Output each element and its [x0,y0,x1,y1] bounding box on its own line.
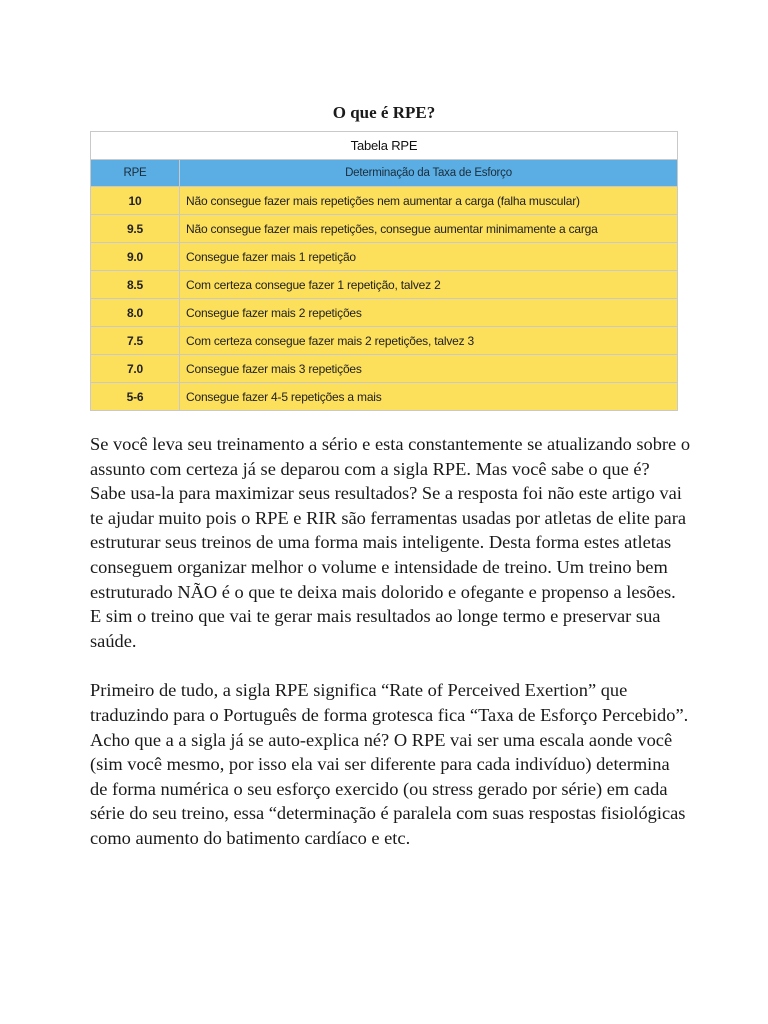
rpe-table [90,131,678,411]
rpe-description: Não consegue fazer mais repetições, consegue aumentar minimamente a carga [180,215,678,243]
table-row [91,243,678,271]
rpe-description: Consegue fazer 4-5 repetições a mais [180,383,678,411]
rpe-description: Consegue fazer mais 3 repetições [180,355,678,383]
table-row [91,299,678,327]
column-header-description: Determinação da Taxa de Esforço [180,160,678,187]
rpe-value: 5-6 [91,383,180,411]
rpe-value: 7.5 [91,327,180,355]
table-caption: Tabela RPE [91,132,678,160]
page-title: O que é RPE? [332,103,436,123]
rpe-value: 8.0 [91,299,180,327]
article-body [90,432,690,876]
rpe-value: 9.5 [91,215,180,243]
rpe-description: Consegue fazer mais 1 repetição [180,243,678,271]
table-row [91,215,678,243]
table-header-row [91,160,678,187]
table-row [91,187,678,215]
rpe-value: 10 [91,187,180,215]
rpe-value: 8.5 [91,271,180,299]
rpe-description: Consegue fazer mais 2 repetições [180,299,678,327]
rpe-value: 7.0 [91,355,180,383]
table-row [91,383,678,411]
rpe-value: 9.0 [91,243,180,271]
table-row [91,327,678,355]
article-paragraph: Se você leva seu treinamento a sério e esta constantemente se atualizando sobre o assunto com certeza já se deparou com a sigla RPE. Mas você sabe o que é? Sabe usa-la para maximizar seus resultados? Se a resposta foi não este artigo vai te ajudar muito pois o RPE e RIR são ferramentas usadas por atletas de elite para estruturar seus treinos de uma forma mais inteligente. Desta forma estes atletas conseguem organizar melhor o volume e intensidade de treino. Um treino bem estruturado NÃO é o que te deixa mais dolorido e ofegante e propenso a lesões. E sim o treino que vai te gerar mais resultados ao longe termo e preservar sua saúde. [90,434,691,651]
article-paragraph: Primeiro de tudo, a sigla RPE significa “Rate of Perceived Exertion” que traduzindo para o Português de forma grotesca fica “Taxa de Esforço Percebido”. Acho que a a sigla já se auto-explica né? O RPE vai ser uma escala aonde você (sim você mesmo, por isso ela vai ser diferente para cada indivíduo) determina de forma numérica o seu esforço exercido (ou stress gerado por série) em cada série do seu treino, essa “determinação é paralela com suas respostas fisiológicas como aumento do batimento cardíaco e etc. [90,680,689,848]
rpe-description: Com certeza consegue fazer mais 2 repetições, talvez 3 [180,327,678,355]
column-header-rpe: RPE [91,160,180,187]
table-caption-row [91,132,678,160]
rpe-description: Com certeza consegue fazer 1 repetição, talvez 2 [180,271,678,299]
table-row [91,271,678,299]
table-row [91,355,678,383]
rpe-description: Não consegue fazer mais repetições nem aumentar a carga (falha muscular) [180,187,678,215]
